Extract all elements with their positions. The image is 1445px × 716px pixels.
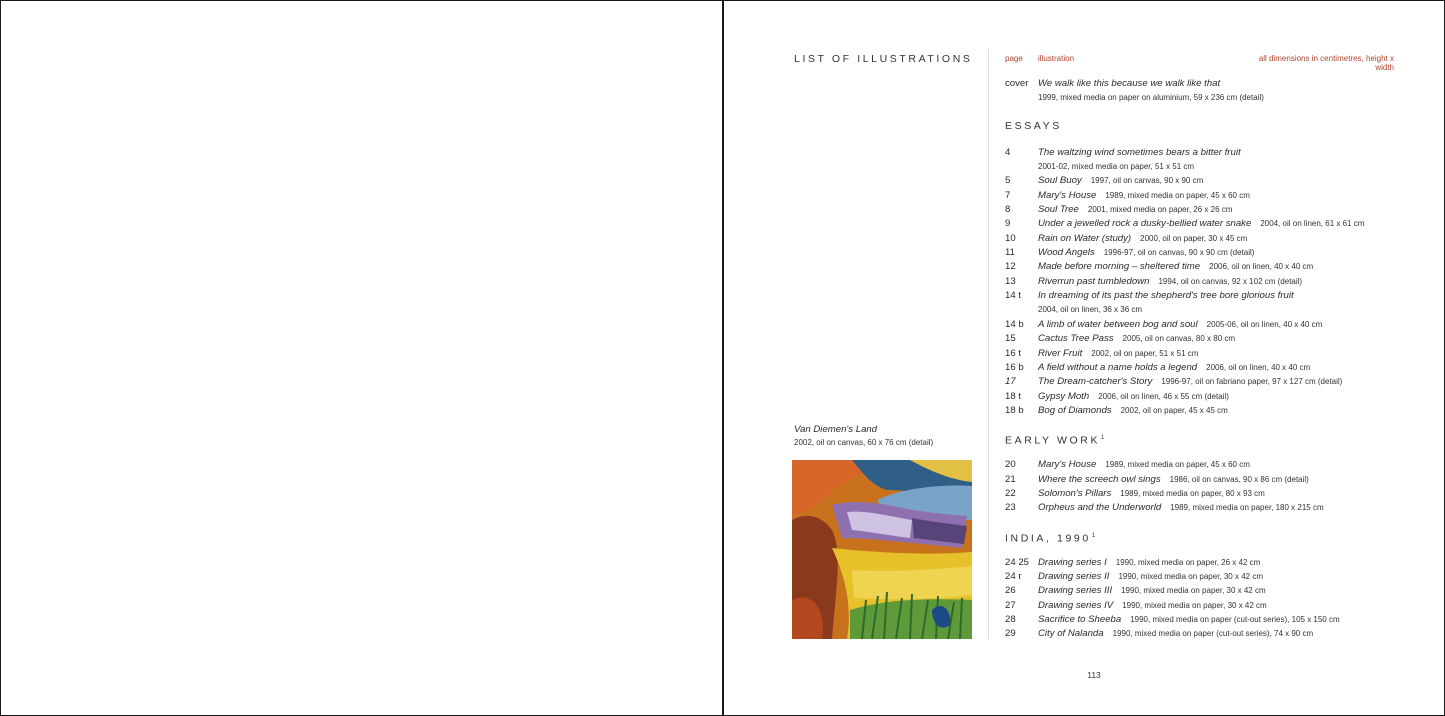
- entry-details: 1996-97, oil on canvas, 90 x 90 cm (detail): [1103, 248, 1255, 258]
- entry-page: cover: [1005, 78, 1029, 89]
- entry-page: 29: [1005, 628, 1016, 640]
- entry-page: 24 r: [1005, 570, 1022, 582]
- entry-page: 21: [1005, 473, 1016, 485]
- entry-title: A field without a name holds a legend: [1038, 361, 1198, 373]
- entry-details: 2004, oil on linen, 36 x 36 cm: [1038, 305, 1143, 315]
- entry-details: 2001, mixed media on paper, 26 x 26 cm: [1087, 205, 1233, 215]
- entry-page: 4: [1005, 146, 1011, 158]
- list-item-continuation: [1005, 303, 1405, 317]
- entry-page: 28: [1005, 613, 1016, 625]
- entry-title: Under a jewelled rock a dusky-bellied water snake: [1038, 218, 1252, 230]
- entry-title: Wood Angels: [1038, 247, 1095, 259]
- list-item: [1005, 627, 1405, 641]
- entry-details: 1990, mixed media on paper, 30 x 42 cm: [1122, 600, 1267, 610]
- entry-title: Rain on Water (study): [1038, 232, 1132, 244]
- entry-page: 13: [1005, 275, 1016, 287]
- entry-title: Drawing series IV: [1038, 599, 1114, 611]
- list-title: LIST OF ILLUSTRATIONS: [794, 53, 973, 65]
- list-item: [1005, 390, 1405, 404]
- illustration-list: [1005, 77, 1405, 642]
- list-item: [1005, 599, 1405, 613]
- list-item: [1005, 232, 1405, 246]
- entry-page: 20: [1005, 459, 1016, 471]
- entry-title: Where the screech owl sings: [1038, 473, 1161, 485]
- list-item: [1005, 275, 1405, 289]
- entry-title: Bog of Diamonds: [1038, 404, 1112, 416]
- list-item: [1005, 217, 1405, 231]
- section-heading: [1005, 431, 1405, 445]
- entry-title: Drawing series III: [1038, 585, 1113, 597]
- section-footnote-marker: 1: [1101, 435, 1105, 442]
- entry-page: 16 b: [1005, 361, 1024, 373]
- entry-page: 14 b: [1005, 318, 1024, 330]
- entry-details: 2006, oil on linen, 40 x 40 cm: [1206, 362, 1311, 372]
- caption-title: Van Diemen's Land: [794, 424, 878, 435]
- entry-details: 1999, mixed media on paper on aluminium, 59 x 236 cm (detail): [1038, 93, 1264, 103]
- entry-title: Made before morning – sheltered time: [1038, 261, 1201, 273]
- entry-page: 17: [1005, 376, 1016, 388]
- list-item: [1005, 289, 1405, 303]
- entry-details: 1990, mixed media on paper, 30 x 42 cm: [1118, 571, 1263, 581]
- painting-caption: [794, 423, 984, 449]
- section-heading-text: ESSAYS: [1005, 119, 1062, 132]
- entry-details: 1990, mixed media on paper, 26 x 42 cm: [1115, 557, 1261, 567]
- list-item: [1005, 404, 1405, 418]
- entry-details: 2005, oil on canvas, 80 x 80 cm: [1122, 334, 1236, 344]
- section-heading: [1005, 529, 1405, 543]
- entry-details: 1989, mixed media on paper, 80 x 93 cm: [1120, 488, 1265, 498]
- entry-page: 18 b: [1005, 404, 1024, 416]
- entry-title: River Fruit: [1038, 347, 1083, 359]
- painting-artwork: [792, 460, 972, 639]
- entry-page: 24 25: [1005, 556, 1030, 568]
- entry-page: 16 t: [1005, 347, 1022, 359]
- entry-details: 1990, mixed media on paper (cut-out series), 74 x 90 cm: [1112, 629, 1314, 639]
- entry-title: Riverrun past tumbledown: [1038, 275, 1150, 287]
- entry-page: 12: [1005, 261, 1016, 273]
- painting-image: [792, 460, 972, 639]
- list-item-continuation: [1005, 160, 1405, 174]
- list-item: [1005, 570, 1405, 584]
- header-dimensions-note: all dimensions in centimetres, height x width: [1258, 54, 1394, 72]
- entry-title: The waltzing wind sometimes bears a bitter fruit: [1038, 146, 1241, 158]
- list-item: [1005, 375, 1405, 389]
- list-item: [1005, 487, 1405, 501]
- entry-title: Drawing series I: [1038, 556, 1107, 568]
- caption-details: 2002, oil on canvas, 60 x 76 cm (detail): [794, 438, 934, 447]
- entry-page: 9: [1005, 218, 1011, 230]
- entry-details: 1989, mixed media on paper, 180 x 215 cm: [1170, 503, 1324, 513]
- entry-page: 18 t: [1005, 390, 1022, 402]
- header-page-label: page: [1005, 54, 1023, 63]
- entry-details: 2002, oil on paper, 45 x 45 cm: [1120, 405, 1228, 415]
- entry-details: 2001-02, mixed media on paper, 51 x 51 cm: [1038, 162, 1195, 172]
- section-heading-text: EARLY WORK: [1005, 434, 1101, 447]
- list-item: [1005, 318, 1405, 332]
- entry-page: 5: [1005, 175, 1011, 187]
- list-item: [1005, 501, 1405, 515]
- entry-details: 2000, oil on paper, 30 x 45 cm: [1140, 233, 1248, 243]
- entry-title: The Dream-catcher's Story: [1038, 376, 1153, 388]
- header-illustration-label: illustration: [1038, 54, 1075, 63]
- section-heading-text: INDIA, 1990: [1005, 532, 1091, 545]
- entry-details: 2006, oil on linen, 46 x 55 cm (detail): [1098, 391, 1229, 401]
- entry-title: We walk like this because we walk like that: [1038, 78, 1221, 89]
- list-item: [1005, 361, 1405, 375]
- list-item: [1005, 613, 1405, 627]
- entry-title: Gypsy Moth: [1038, 390, 1090, 402]
- entry-details: 2004, oil on linen, 61 x 61 cm: [1260, 219, 1365, 229]
- cover-entry-details: [1005, 91, 1405, 105]
- entry-title: Orpheus and the Underworld: [1038, 502, 1162, 514]
- entry-details: 1990, mixed media on paper, 30 x 42 cm: [1121, 586, 1266, 596]
- entry-details: 2002, oil on paper, 51 x 51 cm: [1091, 348, 1199, 358]
- list-item: [1005, 556, 1405, 570]
- entry-title: City of Nalanda: [1038, 628, 1104, 640]
- entry-page: 14 t: [1005, 290, 1022, 302]
- entry-details: 1989, mixed media on paper, 45 x 60 cm: [1105, 460, 1250, 470]
- cover-entry: [1005, 77, 1405, 91]
- entry-details: 1996-97, oil on fabriano paper, 97 x 127 cm (detail): [1161, 377, 1343, 387]
- entry-page: 23: [1005, 502, 1016, 514]
- entry-title: Mary's House: [1038, 189, 1097, 201]
- entry-details: 2006, oil on linen, 40 x 40 cm: [1209, 262, 1314, 272]
- entry-details: 1986, oil on canvas, 90 x 86 cm (detail): [1169, 474, 1309, 484]
- entry-title: Drawing series II: [1038, 570, 1110, 582]
- right-page: [722, 0, 1445, 716]
- entry-title: In dreaming of its past the shepherd's tree bore glorious fruit: [1038, 290, 1294, 302]
- list-item: [1005, 246, 1405, 260]
- entry-title: Soul Buoy: [1038, 175, 1082, 187]
- entry-title: A limb of water between bog and soul: [1038, 318, 1198, 330]
- entry-page: 7: [1005, 189, 1011, 201]
- entry-title: Sacrifice to Sheeba: [1038, 613, 1122, 625]
- entry-title: Soul Tree: [1038, 204, 1079, 216]
- entry-title: Mary's House: [1038, 459, 1097, 471]
- page-number: 113: [1087, 670, 1101, 680]
- list-item: [1005, 332, 1405, 346]
- list-item: [1005, 174, 1405, 188]
- entry-page: 11: [1005, 247, 1015, 259]
- list-item: [1005, 458, 1405, 472]
- list-item: [1005, 260, 1405, 274]
- entry-page: 15: [1005, 333, 1016, 345]
- entry-page: 26: [1005, 585, 1016, 597]
- entry-page: 10: [1005, 232, 1016, 244]
- section-heading: [1005, 119, 1405, 133]
- entry-details: 1994, oil on canvas, 92 x 102 cm (detail): [1158, 276, 1303, 286]
- list-item: [1005, 473, 1405, 487]
- list-item: [1005, 347, 1405, 361]
- entry-page: 27: [1005, 599, 1016, 611]
- entry-details: 1997, oil on canvas, 90 x 90 cm: [1090, 176, 1204, 186]
- entry-details: 1989, mixed media on paper, 45 x 60 cm: [1105, 190, 1250, 200]
- list-item: [1005, 584, 1405, 598]
- section-footnote-marker: 1: [1091, 532, 1096, 539]
- entry-title: Cactus Tree Pass: [1038, 333, 1114, 345]
- list-item: [1005, 203, 1405, 217]
- list-item: [1005, 189, 1405, 203]
- entry-page: 8: [1005, 204, 1011, 216]
- entry-details: 1990, mixed media on paper (cut-out series), 105 x 150 cm: [1130, 614, 1340, 624]
- entry-details: 2005-06, oil on linen, 40 x 40 cm: [1206, 319, 1323, 329]
- entry-page: 22: [1005, 487, 1016, 499]
- list-item: [1005, 146, 1405, 160]
- column-divider: [988, 49, 989, 639]
- entry-title: Solomon's Pillars: [1038, 487, 1112, 499]
